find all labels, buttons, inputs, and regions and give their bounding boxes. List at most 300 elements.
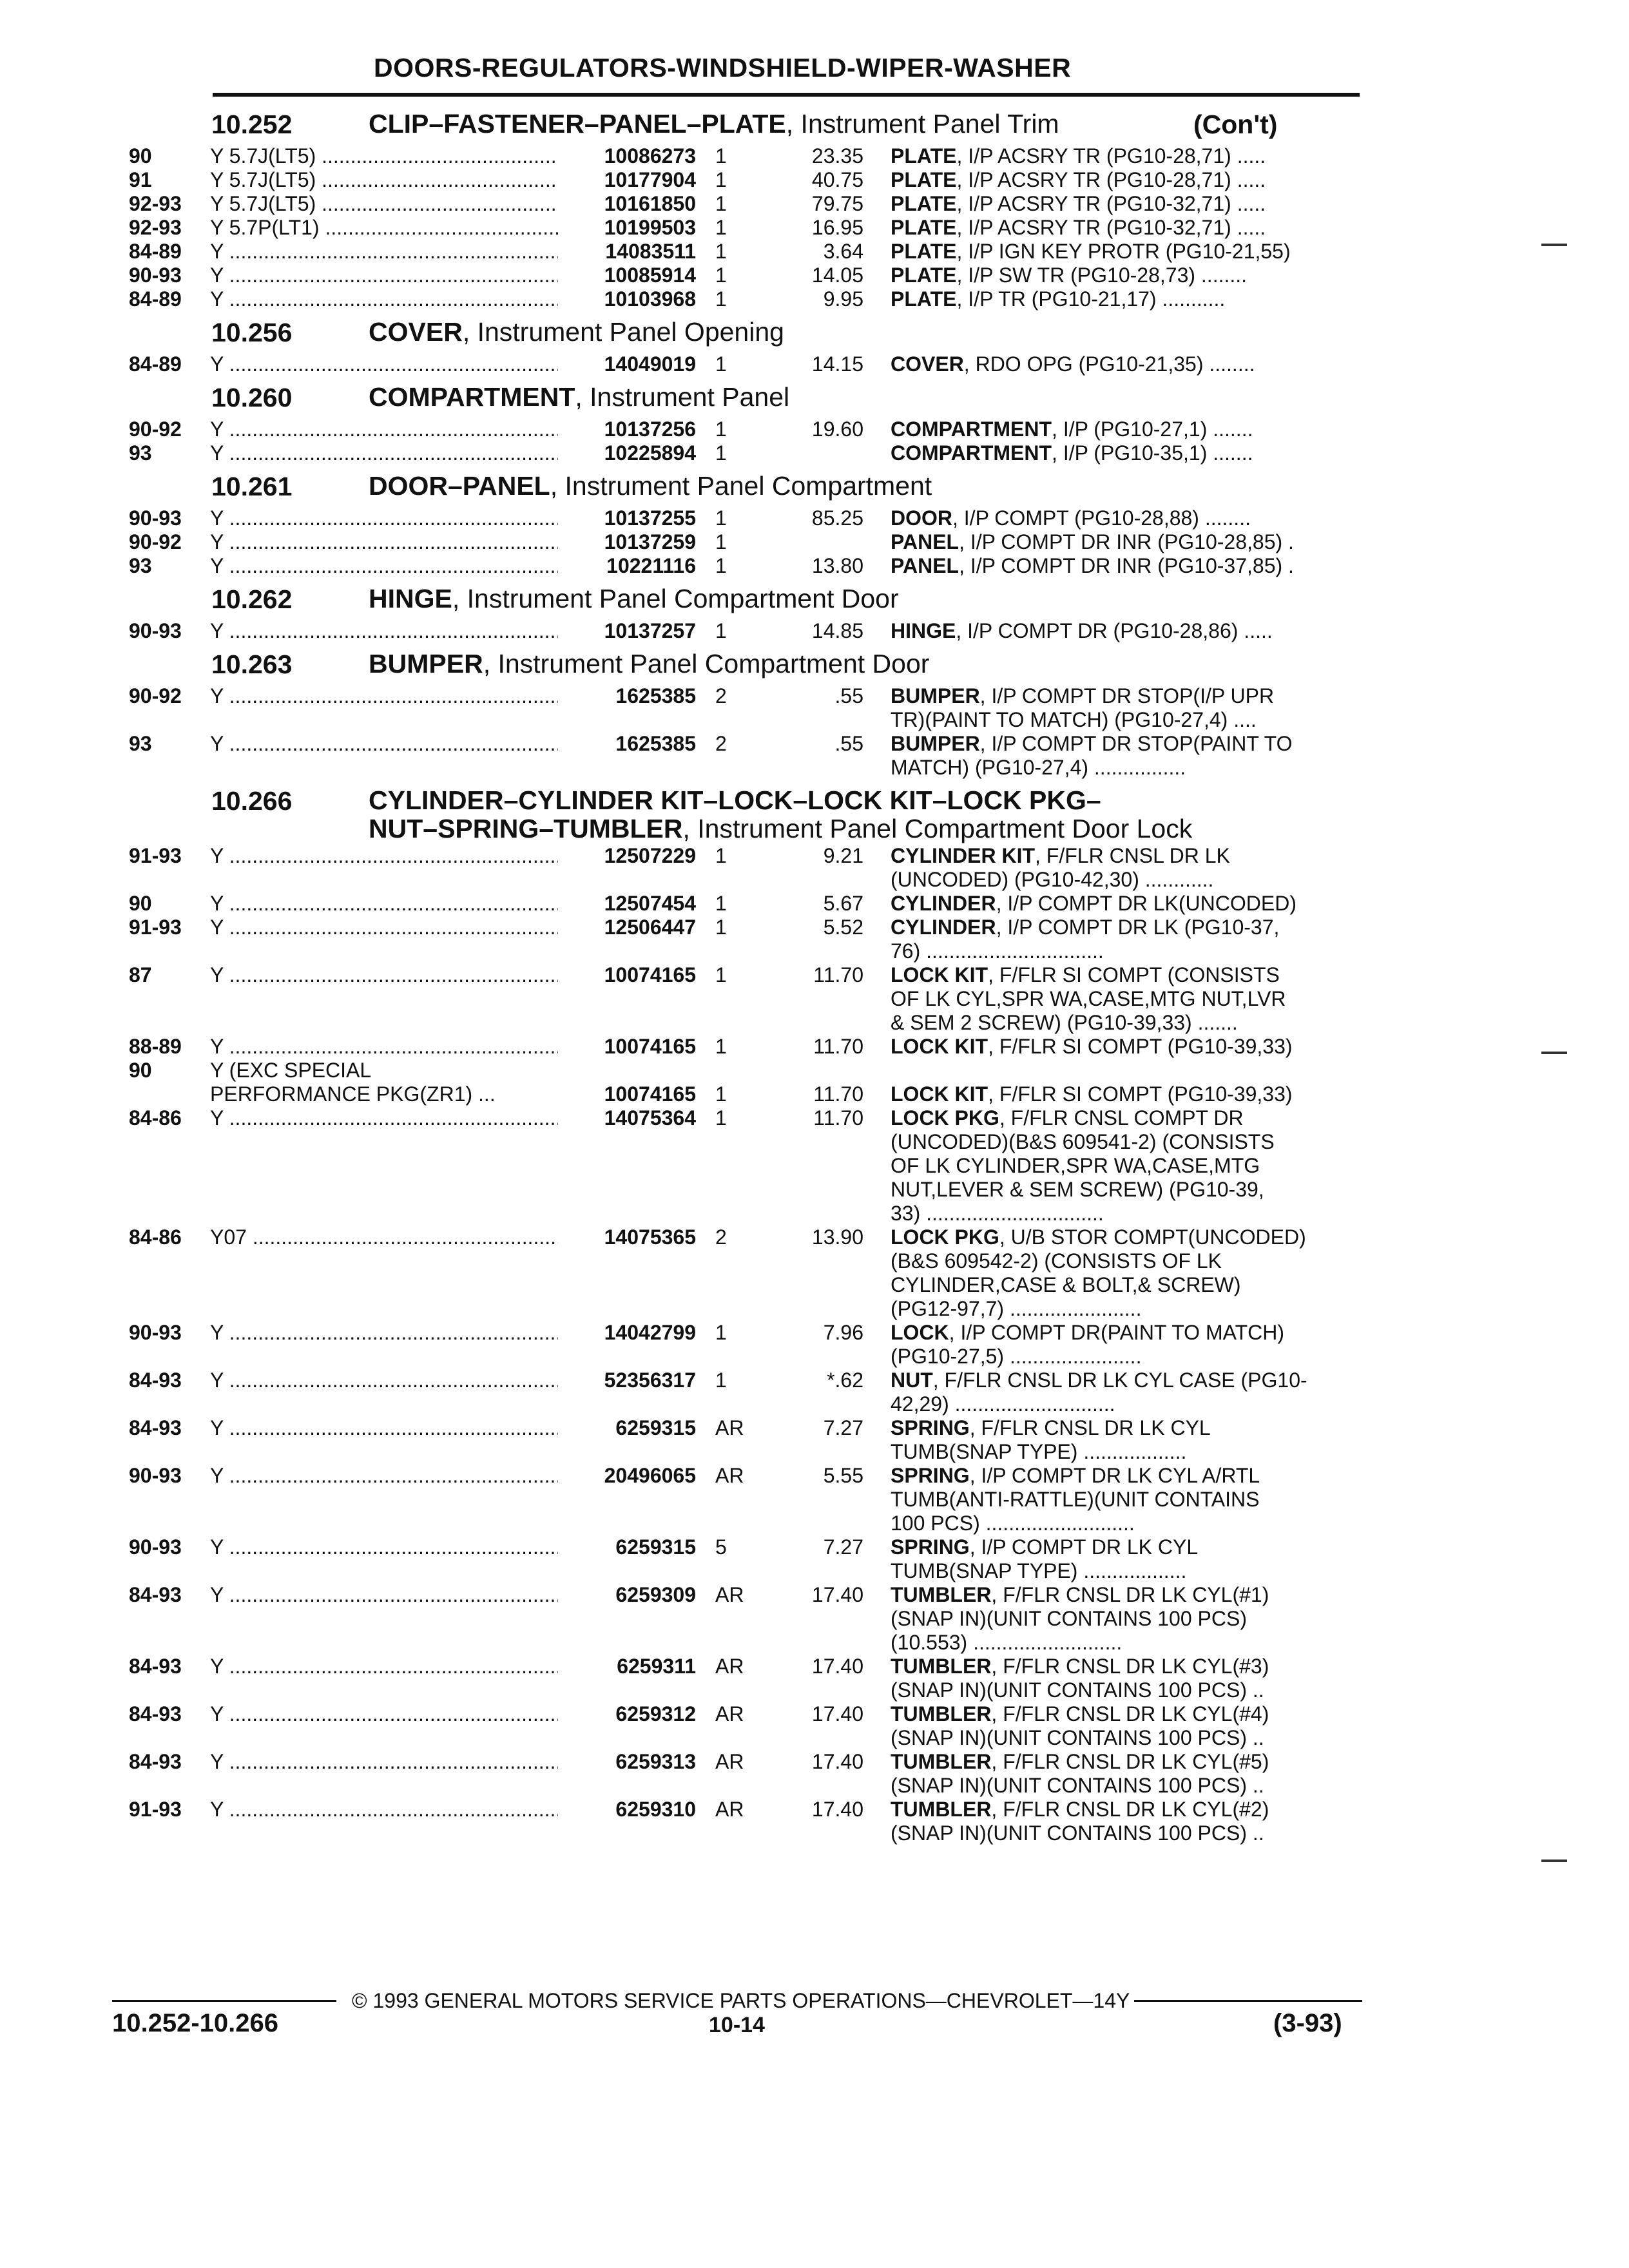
model-year: 84-93	[129, 1369, 182, 1392]
part-description-text: , I/P SW TR (PG10-28,73) ........	[956, 264, 1248, 287]
model-code-text: Y .....	[210, 732, 558, 755]
table-row	[129, 192, 1366, 216]
section-heading	[129, 465, 1366, 506]
price: 3.64	[823, 240, 863, 263]
part-number: 14075365	[604, 1225, 696, 1249]
part-name: TUMBLER	[891, 1655, 992, 1678]
part-description-text: , I/P ACSRY TR (PG10-28,71) .....	[956, 144, 1266, 168]
part-number: 10177904	[604, 168, 696, 191]
price: 7.27	[823, 1416, 863, 1439]
part-description-text: , F/FLR CNSL DR LK CYL TUMB(SNAP TYPE) ..................	[891, 1416, 1211, 1463]
section-title	[369, 318, 784, 346]
model-code-text: Y .....	[210, 418, 558, 441]
model-code-text: Y .....	[210, 287, 558, 311]
model-year: 84-93	[129, 1655, 182, 1678]
part-name: TUMBLER	[891, 1583, 992, 1606]
model-code	[210, 1583, 558, 1607]
part-number: 12507454	[604, 892, 696, 915]
section-title	[369, 584, 899, 613]
model-year: 92-93	[129, 192, 182, 215]
quantity: 1	[715, 844, 727, 867]
model-code-text: Y (EXC SPECIAL	[210, 1059, 372, 1082]
part-number: 10199503	[604, 216, 696, 239]
model-year: 87	[129, 963, 152, 986]
part-description-text: , F/FLR CNSL COMPT DR (UNCODED)(B&S 609541-2) (CONSISTS OF LK CYLINDER,SPR WA,CASE,MTG NUT,LEVER & SEM SCREW) (PG10-39, 33) ...............................	[891, 1106, 1275, 1225]
part-number: 52356317	[604, 1369, 696, 1392]
model-code	[210, 1059, 558, 1082]
table-row	[129, 352, 1366, 376]
model-code	[210, 287, 558, 311]
table-row	[129, 1583, 1366, 1655]
part-number: 10225894	[604, 441, 696, 465]
part-name: HINGE	[891, 619, 956, 642]
price: 23.35	[811, 144, 863, 168]
part-description	[891, 619, 1367, 643]
part-name: LOCK PKG	[891, 1225, 999, 1249]
model-code-text: Y .....	[210, 441, 558, 465]
model-year: 84-89	[129, 352, 182, 376]
model-code-text: Y .....	[210, 684, 558, 707]
header-rule	[213, 93, 1360, 97]
part-description	[891, 441, 1367, 465]
part-number: 6259312	[615, 1702, 696, 1725]
model-year: 84-86	[129, 1225, 182, 1249]
footer-rule-left	[112, 2000, 336, 2002]
price: 11.70	[813, 1106, 863, 1129]
table-row	[129, 1369, 1366, 1416]
part-description-text: , F/FLR SI COMPT (PG10-39,33)	[988, 1035, 1293, 1058]
model-year: 90-93	[129, 619, 182, 642]
table-row	[129, 1655, 1366, 1702]
part-number: 6259315	[615, 1535, 696, 1559]
quantity: 1	[715, 1369, 727, 1392]
price: 9.21	[823, 844, 863, 867]
price: 16.95	[811, 216, 863, 239]
model-code-text: Y .....	[210, 1369, 558, 1392]
model-year: 90-92	[129, 530, 182, 553]
model-code	[210, 506, 558, 530]
model-code-text: Y .....	[210, 1035, 558, 1058]
model-code	[210, 892, 558, 916]
part-number: 10074165	[604, 1082, 696, 1106]
table-row	[129, 1464, 1366, 1535]
model-year: 84-86	[129, 1106, 182, 1129]
quantity: 2	[715, 684, 727, 707]
section-title-bold: DOOR–PANEL	[369, 471, 550, 501]
part-name: PLATE	[891, 168, 957, 191]
model-year: 93	[129, 441, 152, 465]
model-code-text: Y .....	[210, 530, 558, 553]
table-row	[129, 144, 1366, 168]
section-title-rest: , Instrument Panel Compartment Door	[483, 649, 930, 678]
part-number: 14049019	[604, 352, 696, 376]
part-description-text: , I/P COMPT (PG10-28,88) ........	[952, 506, 1251, 530]
part-description	[891, 1369, 1367, 1416]
section-title-bold-2: NUT–SPRING–TUMBLER	[369, 814, 683, 843]
footer-section-range: 10.252-10.266	[112, 2009, 279, 2037]
part-number: 10137257	[604, 619, 696, 642]
section-number: 10.261	[211, 472, 293, 501]
quantity: 1	[715, 352, 727, 376]
model-year: 88-89	[129, 1035, 182, 1058]
part-name: PANEL	[891, 530, 959, 553]
part-description	[891, 1035, 1367, 1059]
price: .55	[834, 732, 863, 755]
part-description	[891, 418, 1367, 441]
table-row	[129, 1798, 1366, 1845]
model-code-text: Y .....	[210, 240, 558, 263]
model-code-text: Y 5.7J(LT5) .....	[210, 192, 558, 215]
model-code	[210, 1535, 558, 1559]
model-code	[210, 192, 558, 216]
price: 17.40	[811, 1702, 863, 1725]
part-description	[891, 144, 1367, 168]
model-code	[210, 916, 558, 939]
model-code-text: Y 5.7J(LT5) .....	[210, 144, 558, 168]
model-code	[210, 352, 558, 376]
section-title	[369, 383, 789, 411]
part-number: 6259313	[615, 1750, 696, 1773]
part-description-text: , F/FLR CNSL DR LK (UNCODED) (PG10-42,30) ............	[891, 844, 1230, 891]
model-year: 90-92	[129, 418, 182, 441]
model-code	[210, 1702, 558, 1726]
part-name: CYLINDER	[891, 892, 996, 915]
model-code-text: Y .....	[210, 264, 558, 287]
part-description-text: , I/P COMPT DR (PG10-28,86) .....	[956, 619, 1273, 642]
part-description-text: , I/P ACSRY TR (PG10-28,71) .....	[956, 168, 1266, 191]
model-code	[210, 530, 558, 554]
part-description	[891, 352, 1367, 376]
part-description	[891, 1702, 1367, 1750]
part-description	[891, 1655, 1367, 1702]
section-number: 10.260	[211, 383, 293, 412]
section-heading	[129, 311, 1366, 352]
quantity: AR	[715, 1416, 744, 1439]
part-description	[891, 168, 1367, 192]
part-name: COVER	[891, 352, 964, 376]
part-description	[891, 732, 1367, 780]
model-year: 93	[129, 732, 152, 755]
parts-list	[129, 103, 1366, 1845]
part-description-text: , I/P COMPT DR(PAINT TO MATCH) (PG10-27,5) .......................	[891, 1321, 1284, 1368]
part-number: 10137255	[604, 506, 696, 530]
section-title-bold: COVER	[369, 317, 463, 347]
part-description-text: , F/FLR CNSL DR LK CYL(#4) (SNAP IN)(UNIT CONTAINS 100 PCS) ..	[891, 1702, 1269, 1749]
section-title-rest: , Instrument Panel Trim	[786, 109, 1059, 139]
quantity: 1	[715, 530, 727, 553]
part-name: COMPARTMENT	[891, 418, 1052, 441]
part-name: TUMBLER	[891, 1750, 992, 1773]
part-description-text: , I/P COMPT DR LK CYL TUMB(SNAP TYPE) ..................	[891, 1535, 1199, 1582]
quantity: 1	[715, 192, 727, 215]
part-description-text: , I/P COMPT DR LK(UNCODED)	[996, 892, 1296, 915]
part-number: 10103968	[604, 287, 696, 311]
footer-revision-date: (3-93)	[1273, 2009, 1342, 2037]
section-title	[369, 786, 1192, 843]
model-code	[210, 441, 558, 465]
part-description	[891, 1583, 1367, 1655]
table-row	[129, 1225, 1366, 1321]
part-name: NUT	[891, 1369, 933, 1392]
part-name: PANEL	[891, 554, 959, 577]
part-description	[891, 1535, 1367, 1583]
part-number: 10074165	[604, 963, 696, 986]
part-description-text: , F/FLR CNSL DR LK CYL(#5) (SNAP IN)(UNIT CONTAINS 100 PCS) ..	[891, 1750, 1269, 1797]
part-description-text: , I/P ACSRY TR (PG10-32,71) .....	[956, 192, 1266, 215]
quantity: 5	[715, 1535, 727, 1559]
part-name: TUMBLER	[891, 1798, 992, 1821]
quantity: 1	[715, 1035, 727, 1058]
part-description-text: , I/P (PG10-35,1) .......	[1052, 441, 1253, 465]
model-code-text: Y .....	[210, 1321, 558, 1344]
model-year: 91	[129, 168, 152, 191]
part-name: BUMPER	[891, 684, 980, 707]
model-year: 84-89	[129, 240, 182, 263]
price: 7.27	[823, 1535, 863, 1559]
model-code	[210, 1035, 558, 1059]
footer-page-number: 10-14	[709, 2013, 765, 2037]
part-number: 10137259	[604, 530, 696, 553]
price: 14.15	[811, 352, 863, 376]
model-code	[210, 732, 558, 756]
table-row	[129, 963, 1366, 1035]
part-description	[891, 1225, 1367, 1321]
price: 14.85	[811, 619, 863, 642]
table-row	[129, 1321, 1366, 1369]
part-description	[891, 892, 1367, 916]
quantity: AR	[715, 1750, 744, 1773]
quantity: 1	[715, 216, 727, 239]
quantity: 1	[715, 287, 727, 311]
footer-rule-right	[1134, 2000, 1362, 2002]
part-name: PLATE	[891, 240, 957, 263]
model-code-text: Y .....	[210, 619, 558, 642]
quantity: 1	[715, 441, 727, 465]
model-code-text: Y .....	[210, 1106, 558, 1129]
part-description-text: , I/P COMPT DR LK (PG10-37, 76) ...............................	[891, 916, 1280, 963]
part-name: COMPARTMENT	[891, 441, 1052, 465]
part-description	[891, 240, 1367, 264]
part-description-text: , RDO OPG (PG10-21,35) ........	[963, 352, 1255, 376]
part-name: CYLINDER KIT	[891, 844, 1035, 867]
part-description-text: , F/FLR CNSL DR LK CYL(#3) (SNAP IN)(UNIT CONTAINS 100 PCS) ..	[891, 1655, 1269, 1702]
part-name: LOCK PKG	[891, 1106, 999, 1129]
part-description	[891, 844, 1367, 892]
part-name: LOCK KIT	[891, 1082, 988, 1106]
model-code-text: Y .....	[210, 554, 558, 577]
part-description	[891, 264, 1367, 287]
model-year: 90-93	[129, 264, 182, 287]
section-continued: (Con't)	[1193, 110, 1278, 139]
model-code-text: Y .....	[210, 1750, 558, 1773]
model-code	[210, 1798, 558, 1821]
part-number: 10161850	[604, 192, 696, 215]
part-name: SPRING	[891, 1464, 970, 1487]
quantity: 1	[715, 619, 727, 642]
part-name: LOCK	[891, 1321, 949, 1344]
price: 13.80	[811, 554, 863, 577]
footer-copyright: © 1993 GENERAL MOTORS SERVICE PARTS OPERATIONS—CHEVROLET—14Y	[352, 1989, 1130, 2012]
part-name: PLATE	[891, 216, 957, 239]
part-name: PLATE	[891, 264, 957, 287]
price: 11.70	[813, 1082, 863, 1106]
model-code	[210, 1655, 558, 1678]
model-code-text: Y07 .....	[210, 1225, 558, 1249]
part-description	[891, 1416, 1367, 1464]
quantity: AR	[715, 1798, 744, 1821]
model-code-text: Y .....	[210, 1464, 558, 1487]
part-description-text: , F/FLR CNSL DR LK CYL(#2) (SNAP IN)(UNIT CONTAINS 100 PCS) ..	[891, 1798, 1269, 1845]
quantity: 1	[715, 1082, 727, 1106]
part-description	[891, 1464, 1367, 1535]
part-description-text: , F/FLR CNSL DR LK CYL(#1) (SNAP IN)(UNIT CONTAINS 100 PCS) (10.553) ..........................	[891, 1583, 1269, 1654]
price: 9.95	[823, 287, 863, 311]
model-code-cont: PERFORMANCE PKG(ZR1) ...	[210, 1082, 496, 1106]
price: 14.05	[811, 264, 863, 287]
part-description	[891, 1106, 1367, 1225]
part-description-text: , F/FLR SI COMPT (PG10-39,33)	[988, 1082, 1293, 1106]
quantity: 1	[715, 963, 727, 986]
table-row	[129, 1106, 1366, 1225]
model-code-text: Y .....	[210, 1416, 558, 1439]
model-year: 84-89	[129, 287, 182, 311]
section-title-bold: CLIP–FASTENER–PANEL–PLATE	[369, 109, 786, 139]
price: 7.96	[823, 1321, 863, 1344]
part-description-text: , I/P COMPT DR INR (PG10-28,85) .	[959, 530, 1294, 553]
part-number: 10086273	[604, 144, 696, 168]
section-heading	[129, 643, 1366, 684]
price: 19.60	[811, 418, 863, 441]
model-year: 90-93	[129, 1535, 182, 1559]
model-code-text: Y 5.7P(LT1) .....	[210, 216, 558, 239]
model-code	[210, 619, 558, 643]
price: .55	[834, 684, 863, 707]
model-code	[210, 144, 558, 168]
part-name: TUMBLER	[891, 1702, 992, 1725]
part-description	[891, 963, 1367, 1035]
part-description	[891, 1798, 1367, 1845]
part-description	[891, 530, 1367, 554]
section-title-rest: , Instrument Panel Compartment	[550, 471, 932, 501]
model-year: 84-93	[129, 1750, 182, 1773]
model-code	[210, 168, 558, 192]
part-number: 10137256	[604, 418, 696, 441]
quantity: 1	[715, 1106, 727, 1129]
model-code-text: Y .....	[210, 892, 558, 915]
section-title-rest: , Instrument Panel Compartment Door Lock	[682, 814, 1193, 843]
model-code-text: Y .....	[210, 916, 558, 939]
part-name: PLATE	[891, 192, 957, 215]
part-description-text: , U/B STOR COMPT(UNCODED) (B&S 609542-2) (CONSISTS OF LK CYLINDER,CASE & BOLT,& SCREW) (PG12-97,7) .......................	[891, 1225, 1306, 1320]
table-row	[129, 168, 1366, 192]
model-code-text: Y .....	[210, 1798, 558, 1821]
section-title-rest: , Instrument Panel	[575, 382, 790, 412]
model-year: 92-93	[129, 216, 182, 239]
quantity: 1	[715, 264, 727, 287]
part-description	[891, 506, 1367, 530]
part-description	[891, 1082, 1367, 1106]
model-code	[210, 554, 558, 578]
table-row	[129, 216, 1366, 240]
price: 5.67	[823, 892, 863, 915]
table-row	[129, 554, 1366, 578]
model-code	[210, 844, 558, 868]
part-description-text: , I/P IGN KEY PROTR (PG10-21,55)	[956, 240, 1291, 263]
part-name: DOOR	[891, 506, 952, 530]
part-number: 20496065	[604, 1464, 696, 1487]
price: 13.90	[811, 1225, 863, 1249]
part-description	[891, 916, 1367, 963]
table-row	[129, 441, 1366, 465]
part-description	[891, 554, 1367, 578]
part-number: 14083511	[605, 240, 696, 263]
part-number: 6259310	[615, 1798, 696, 1821]
part-description	[891, 1321, 1367, 1369]
part-number: 6259311	[617, 1655, 696, 1678]
quantity: 1	[715, 144, 727, 168]
part-description	[891, 1750, 1367, 1798]
section-heading	[129, 780, 1366, 844]
model-code	[210, 216, 558, 240]
section-title-bold: CYLINDER–CYLINDER KIT–LOCK–LOCK KIT–LOCK PKG–	[369, 785, 1101, 815]
model-code	[210, 963, 558, 987]
section-title-rest: , Instrument Panel Opening	[462, 317, 784, 347]
part-name: SPRING	[891, 1416, 970, 1439]
model-code	[210, 240, 558, 264]
price: 17.40	[811, 1655, 863, 1678]
table-row	[129, 1750, 1366, 1798]
section-number: 10.252	[211, 110, 293, 139]
table-row	[129, 1535, 1366, 1583]
part-number: 10085914	[604, 264, 696, 287]
quantity: 1	[715, 916, 727, 939]
quantity: 2	[715, 1225, 727, 1249]
quantity: 1	[715, 554, 727, 577]
section-title	[369, 649, 929, 678]
quantity: 1	[715, 506, 727, 530]
table-row	[129, 892, 1366, 916]
model-code-text: Y .....	[210, 1583, 558, 1606]
part-number: 10074165	[604, 1035, 696, 1058]
model-code	[210, 264, 558, 287]
part-description-text: , I/P COMPT DR LK CYL A/RTL TUMB(ANTI-RATTLE)(UNIT CONTAINS 100 PCS) ..........................	[891, 1464, 1260, 1535]
section-title	[369, 110, 1059, 138]
model-code	[210, 1321, 558, 1345]
part-description-text: , F/FLR SI COMPT (CONSISTS OF LK CYL,SPR WA,CASE,MTG NUT,LVR & SEM 2 SCREW) (PG10-39,33) .......	[891, 963, 1286, 1034]
table-row	[129, 506, 1366, 530]
part-number: 6259315	[615, 1416, 696, 1439]
price: 17.40	[811, 1583, 863, 1606]
quantity: 1	[715, 168, 727, 191]
part-description-text: , I/P (PG10-27,1) .......	[1052, 418, 1253, 441]
part-description-text: , I/P COMPT DR INR (PG10-37,85) .	[959, 554, 1294, 577]
section-title-bold: HINGE	[369, 584, 452, 613]
model-code	[210, 1416, 558, 1440]
quantity: 2	[715, 732, 727, 755]
part-name: PLATE	[891, 144, 957, 168]
part-description	[891, 192, 1367, 216]
table-row	[129, 530, 1366, 554]
table-row	[129, 619, 1366, 643]
model-code	[210, 1106, 558, 1130]
table-row	[129, 264, 1366, 287]
part-name: LOCK KIT	[891, 1035, 988, 1058]
price: 40.75	[811, 168, 863, 191]
table-row	[129, 240, 1366, 264]
part-number: 14075364	[604, 1106, 696, 1129]
quantity: AR	[715, 1702, 744, 1725]
model-code-text: Y .....	[210, 844, 558, 867]
